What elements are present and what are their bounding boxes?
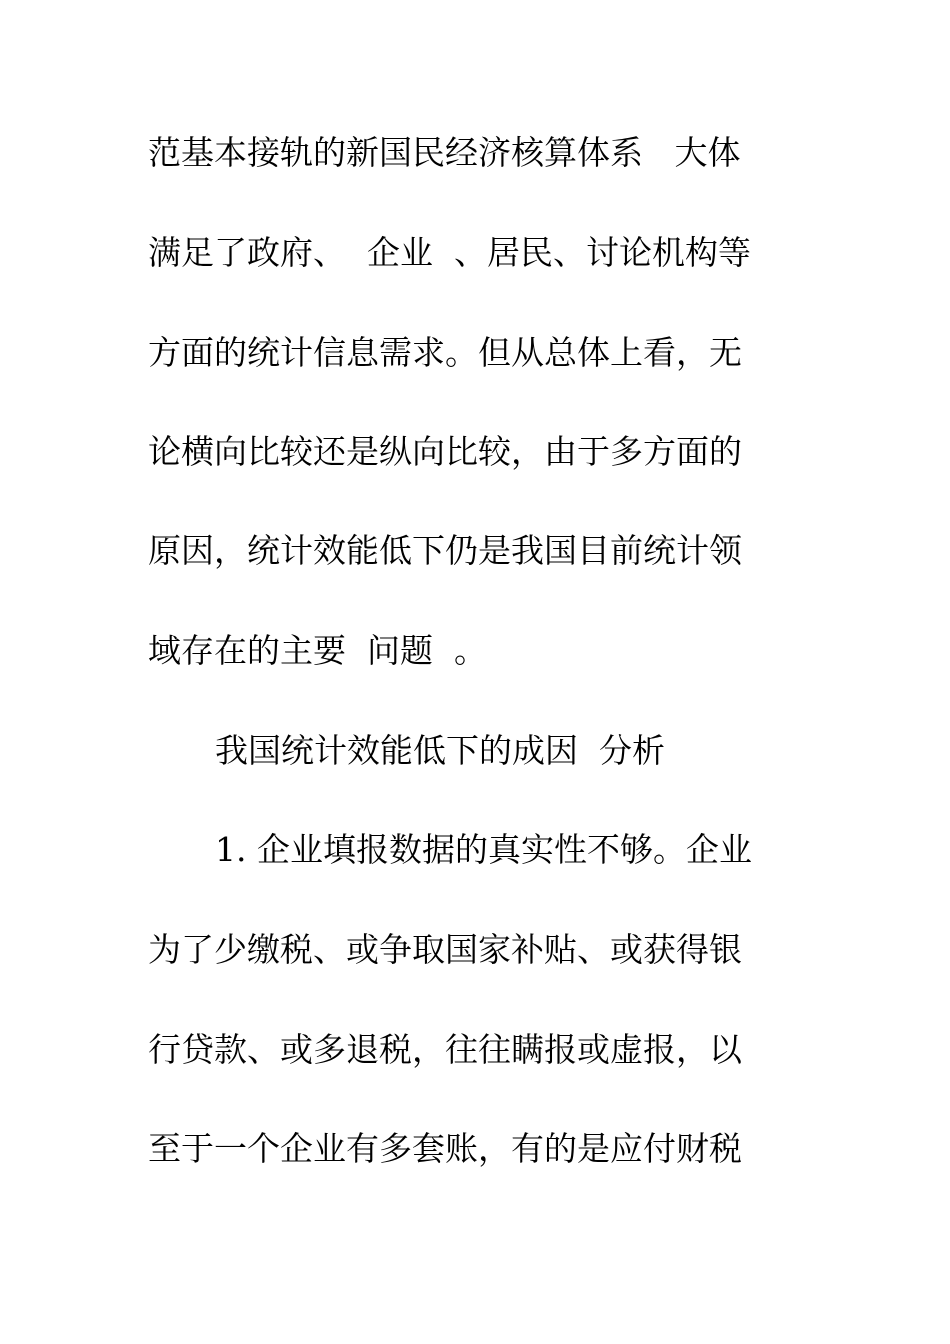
paragraph-line: 为了少缴税、或争取国家补贴、或获得银 [148,930,742,969]
paragraph-line: 满足了政府、 企业 、居民、讨论机构等 [148,233,751,272]
paragraph-line: 域存在的主要 问题 。 [148,631,487,670]
paragraph-line: 行贷款、或多退税，往往瞒报或虚报，以 [148,1030,742,1069]
paragraph-line: 1. 企业填报数据的真实性不够。企业 [215,830,752,869]
section-heading: 我国统计效能低下的成因 分析 [215,731,665,770]
paragraph-line: 原因，统计效能低下仍是我国目前统计领 [148,531,742,570]
paragraph-line: 范基本接轨的新国民经济核算体系 大体 [148,133,741,172]
paragraph-line: 论横向比较还是纵向比较，由于多方面的 [148,432,742,471]
paragraph-line: 至于一个企业有多套账，有的是应付财税 [148,1129,742,1168]
paragraph-line: 方面的统计信息需求。但从总体上看，无 [148,333,742,372]
